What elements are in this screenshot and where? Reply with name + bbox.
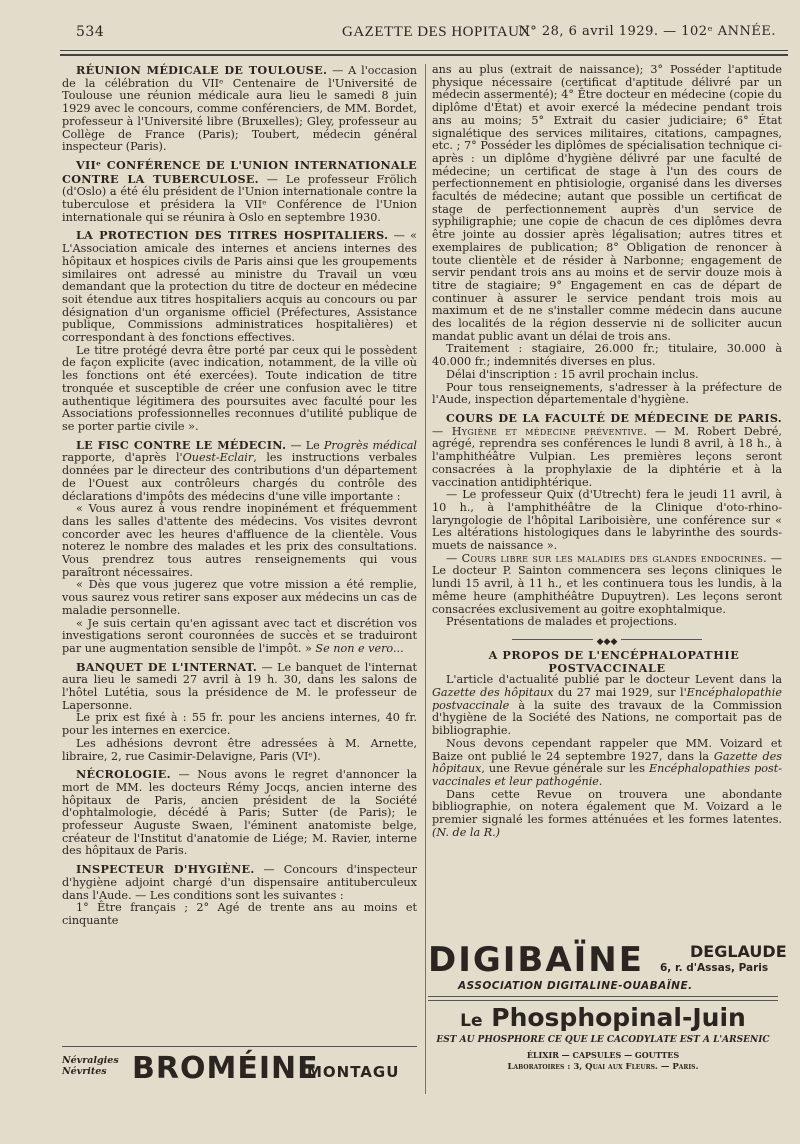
quote-italic: Se non e vero... — [315, 641, 404, 655]
news-necrologie — [62, 768, 417, 858]
news-paragraph: 1° Être français ; 2° Agé de trente ans au moins et cinquante — [62, 901, 417, 927]
ad-bromeine — [62, 1046, 417, 1091]
article-encephalopathie — [432, 649, 782, 840]
ornament-divider — [432, 635, 782, 647]
news-heading: COURS DE LA FACULTÉ DE MÉDECINE DE PARIS. — [446, 410, 782, 425]
left-column — [62, 64, 417, 933]
news-text: Nous devons cependant rappeler que MM. Voizard et Baize ont publié le 24 septembre 1927, dans la — [432, 736, 782, 763]
ad-indication: Névralgies — [62, 1055, 119, 1066]
news-heading: RÉUNION MÉDICALE DE TOULOUSE. — [76, 63, 328, 77]
news-text: , une Revue générale sur les — [481, 762, 650, 776]
news-paragraph: Délai d'inscription : 15 avril prochain inclus. — [446, 367, 699, 381]
news-subheading: — Hygiène et médecine préventive. — [432, 424, 648, 438]
news-text: — Concours d'inspecteur d'hygiène adjoint chargé d'un dispensaire antituberculeux dans l'Aude. — Les conditions sont les suivantes : — [62, 863, 417, 902]
news-paragraph: « Dès que vous jugerez que votre mission a été remplie, vous saurez vous retirer sans exposer aux médecins un cas de maladie personnelle. — [62, 578, 417, 617]
news-text: Dans cette Revue on trouvera une abondante bibliographie, on notera également que M. Voizard a le premier signalé les formes atténuées et les formes latentes. — [432, 787, 782, 827]
news-heading: BANQUET DE L'INTERNAT. — [76, 659, 258, 674]
news-text: — Le — [286, 438, 324, 452]
news-cours-faculte — [432, 412, 782, 629]
ad-products: ÉLIXIR — CAPSULES — GOUTTES — [526, 1050, 680, 1060]
ornament-icon: ◆◆◆ — [593, 637, 622, 647]
news-text: , les instructions verbales données par le directeur des contributions d'un département de l'Ouest aux contrôleurs chargés du contrôle des déclarations d'impôts des médecins d'une ville importante : — [62, 451, 417, 503]
article-ref: Encéphalopathie postvaccinale — [432, 686, 782, 712]
news-heading: LE FISC CONTRE LE MÉDECIN. — [76, 437, 287, 452]
news-paragraph: Traitement : stagiaire, 26.000 fr.; titulaire, 30.000 à 40.000 fr.; indemnités diverses en plus. — [432, 342, 782, 369]
ad-brand: Phosphopinal-Juin — [491, 1003, 746, 1032]
news-toulouse — [62, 64, 417, 154]
news-banquet — [62, 661, 417, 764]
ad-maker: MONTAGU — [307, 1063, 400, 1081]
header-rule — [60, 50, 788, 51]
news-paragraph: Les adhésions devront être adressées à M. Arnette, libraire, 2, rue Casimir-Delavigne, Paris (VIᵉ). — [62, 736, 417, 763]
news-tuberculose — [62, 159, 417, 225]
ad-association: ASSOCIATION DIGITALINE-OUABAÏNE. — [458, 980, 693, 992]
news-paragraph: Pour tous renseignements, s'adresser à la préfecture de l'Aude, inspection départementale d'hygiène. — [432, 380, 782, 407]
ad-bromeine-indications — [62, 1055, 119, 1077]
news-text: — A l'occasion de la célébration du VIIᵉ Centenaire de l'Université de Toulouse une réunion médicale aura lieu le samedi 8 juin 1929 avec le concours, comme conférenciers, de MM. Bordet, professeur à l'Université libre (Bruxelles); Gley, professeur au Collège de France (Paris); Toubert, médecin général inspecteur (Paris). — [62, 64, 417, 154]
ad-address: 6, r. d'Assas, Paris — [660, 962, 769, 974]
news-paragraph: — Le professeur Quix (d'Utrecht) fera le jeudi 11 avril, à 10 h., à l'amphithéâtre de la Clinique d'oto-rhino-laryngologie de l'hôpital Lariboisière, une conférence sur « Les altérations histologiques dans le labyrinthe des sourds-muets de naissance ». — [432, 488, 782, 553]
ad-laboratory: Laboratoires : 3, Quai aux Fleurs. — Paris. — [507, 1062, 699, 1072]
ad-maker: DEGLAUDE — [690, 942, 787, 961]
right-column — [432, 64, 782, 844]
news-heading: LA PROTECTION DES TITRES HOSPITALIERS. — [76, 228, 389, 243]
news-paragraph: Le prix est fixé à : 55 fr. pour les anciens internes, 40 fr. pour les internes en exercice. — [62, 711, 417, 738]
column-divider — [425, 64, 426, 1094]
news-text: à la suite des travaux de la Commission d'hygiène de la Société des Nations, ne comportait pas de bibliographie. — [432, 698, 782, 738]
ad-indication: Névrites — [62, 1066, 107, 1077]
news-titres-hospitaliers — [62, 229, 417, 433]
article-ref: Encéphalopathies post-vaccinales et leur pathogénie. — [432, 762, 782, 788]
ad-phosphopinal — [428, 1000, 778, 1087]
news-subheading: — Cours libre sur les maladies des glandes endocrines. — [446, 551, 768, 565]
ad-brand: DIGIBAÏNE — [428, 940, 644, 980]
news-inspecteur-suite — [432, 64, 782, 407]
news-heading: NÉCROLOGIE. — [76, 767, 171, 782]
news-text: du 27 mai 1929, sur l' — [553, 686, 687, 700]
ad-brand: BROMÉINE — [132, 1051, 319, 1086]
ad-digibaine — [428, 938, 787, 997]
news-paragraph: Présentations de malades et projections. — [446, 615, 678, 629]
ad-article: Le — [460, 1011, 483, 1031]
journal-ref: Ouest-Eclair — [182, 451, 254, 465]
page-header — [72, 24, 782, 48]
news-text: « Je suis certain qu'en agissant avec tact et discrétion vos investigations seront couronnées de succès et se traduiront par une augmentation sensible de l'impôt. » — [62, 616, 417, 655]
news-paragraph: « Vous aurez à vous rendre inopinément et fréquemment dans les salles d'attente des médecins. Vos visites devront concorder avec les heures d'affluence de la clientèle. Vous noterez le nombre des malades et les prix des consultations. Vous prendrez tous autres renseignements qui vous paraîtront nécessaires. — [62, 502, 417, 579]
news-text: L'article d'actualité publié par le docteur Levent dans la — [446, 673, 782, 687]
news-heading: VIIᵉ CONFÉRENCE DE L'UNION INTERNATIONALE CONTRE LA TUBERCULOSE. — [62, 157, 417, 186]
news-text: — Le docteur P. Sainton commencera ses leçons cliniques le lundi 15 avril, à 11 h., et les continuera tous les lundis, à la même heure (amphithéâtre Dupuytren). Les leçons seront consacrées exclusivement au goitre exophtalmique. — [432, 551, 782, 616]
news-paragraph: ans au plus (extrait de naissance); 3° Posséder l'aptitude physique nécessaire (certificat d'aptitude délivré par un médecin assermenté); 4° Être docteur en médecine (copie du diplôme d'État) et avoir exercé la médecine pendant trois ans au moins; 5° Extrait du casier judiciaire; 6° État signalétique des services militaires, citations, campagnes, etc. ; 7° Posséder les diplômes de spécialisation technique ci-après : un diplôme d'hygiène délivré par une faculté de médecine; un certificat de stage à l'un des cours de perfectionnement en phtisiologie, organisé dans les diverses facultés de médecine; autant que possible un certificat de stage de perfectionnement auprès d'un service de syphiligraphie; une copie de chacun de ces diplômes devra être jointe au dossier après légalisation; autres titres et exemplaires de publication; 8° Obligation de renoncer à toute clientèle et de résider à Narbonne; engagement de servir pendant trois ans au moins et de servir douze mois à titre de stagiaire; 9° Engagement en cas de départ de continuer à assurer le service pendant trois mois au maximum et de ne s'installer comme médecin dans aucune des localités de la région desservie ni de solliciter aucun mandat public avant un délai de trois ans. — [432, 63, 782, 343]
news-text: — Le professeur Frölich (d'Oslo) a été élu président de l'Union internationale contre la tuberculose et présidera la VIIᵉ Conférence de l'Union internationale qui se réunira à Oslo en septembre 1930. — [62, 172, 417, 224]
news-text: rapporte, d'après l' — [62, 451, 183, 465]
issue-info: N° 28, 6 avril 1929. — 102ᵉ ANNÉE. — [518, 24, 776, 39]
news-text: — Nous avons le regret d'annoncer la mort de MM. les docteurs Rémy Jocqs, ancien interne des hôpitaux de Paris, ancien président de la Société d'ophtalmologie, décédé à Paris; Sutter (de Paris); le professeur Auguste Swaen, l'éminent anatomiste belge, créateur de l'Institut d'anatomie de Liége; M. Ravier, interne des hôpitaux de Paris. — [62, 768, 417, 858]
journal-ref: Progrès médical — [323, 438, 417, 452]
ad-brand-line — [428, 1003, 778, 1032]
news-heading: INSPECTEUR D'HYGIÈNE. — [76, 862, 255, 877]
news-text: — Le banquet de l'internat aura lieu le samedi 27 avril à 19 h. 30, dans les salons de l'hôtel Lutétia, sous la présidence de M. le professeur de Lapersonne. — [62, 660, 417, 712]
news-fisc — [62, 439, 417, 656]
news-inspecteur — [62, 863, 417, 928]
journal-title: GAZETTE DES HOPITAUX — [342, 24, 531, 40]
news-paragraph: Le titre protégé devra être porté par ceux qui le possèdent de façon explicite (avec indication, notamment, de la ville où les fonctions ont été exercées). Toute indication de titre tronquée et susceptible de créer une confusion avec le titre authentique légitimera des poursuites avec faculté pour les Associations professionnelles reconnues d'utilité publique de se porter partie civile ». — [62, 343, 417, 433]
news-text: — « L'Association amicale des internes et anciens internes des hôpitaux et hospices civils de Paris ainsi que les groupements similaires ont adressé au ministre du Travail un vœu demandant que la protection du titre de docteur en médecine soit étendue aux titres hospitaliers acquis au concours ou par désignation d'un organisme officiel (Préfectures, Assistance publique, Commissions administratices hospitalières) et correspondant à des fonctions effectives. — [62, 229, 417, 345]
journal-ref: Gazette des hôpitaux — [432, 749, 782, 776]
editor-signature: (N. de la R.) — [432, 825, 501, 839]
article-title: A PROPOS DE L'ENCÉPHALOPATHIE POSTVACCINALE — [488, 647, 740, 675]
ad-tagline: EST AU PHOSPHORE CE QUE LE CACODYLATE EST A L'ARSENIC — [436, 1035, 770, 1045]
journal-ref: Gazette des hôpitaux — [432, 686, 554, 700]
news-text: — M. Robert Debré, agrégé, reprendra ses conférences le lundi 8 avril, à 18 h., à l'amphithéâtre Vulpian. Les premières leçons seront consacrées à la prophylaxie de la diphtérie et à la vaccination antidiphtérique. — [432, 424, 782, 489]
header-rule-thick — [60, 54, 788, 56]
page-number: 534 — [76, 24, 105, 40]
